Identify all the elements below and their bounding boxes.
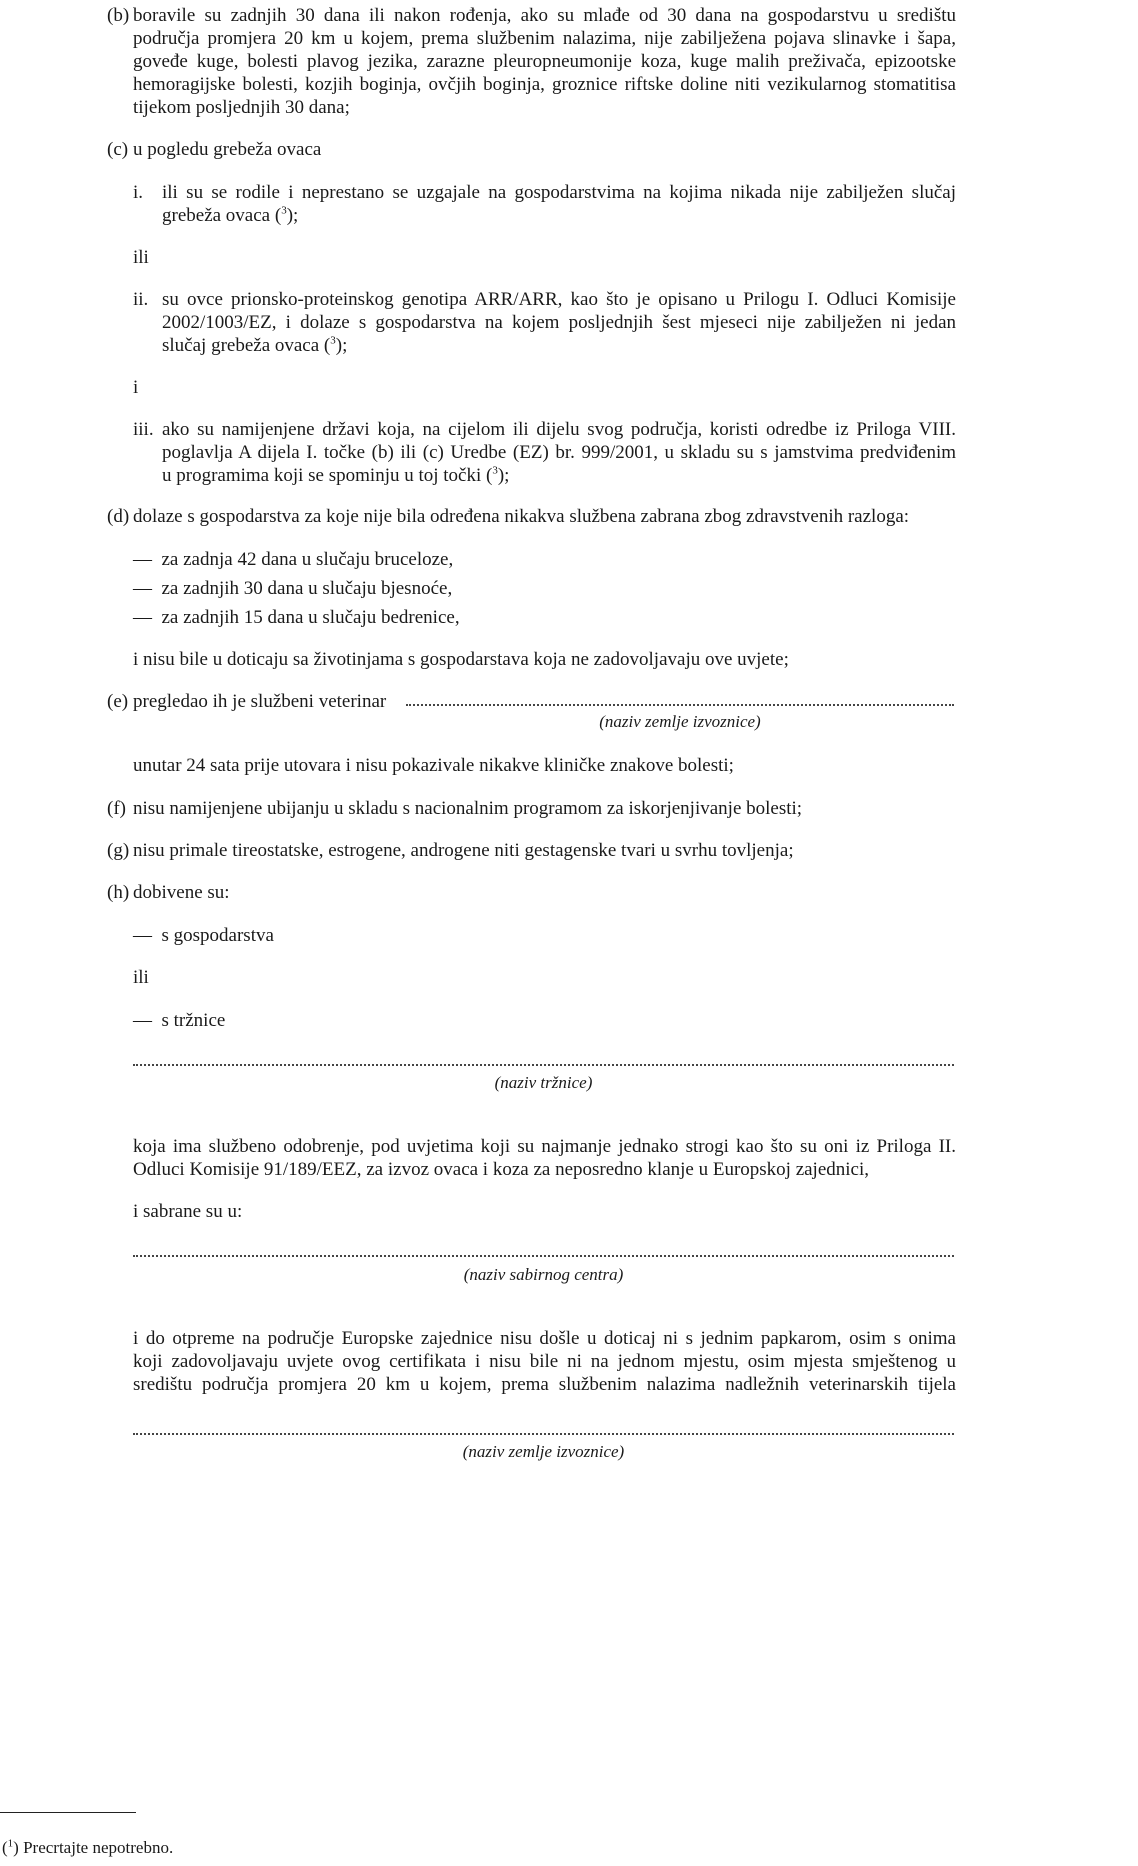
item-f-text: nisu namijenjene ubijanju u skladu s nacionalnim programom za iskorjenjivanje bolesti; bbox=[133, 798, 803, 819]
item-c-ii-line-last: slučaj grebeža ovaca ($^3$); bbox=[162, 334, 348, 356]
fill-in-caption: (naziv zemlje izvoznice) bbox=[462, 1442, 625, 1461]
item-b-line: područja promjera 20 km u kojem, prema službenim nalazima, nije zabilježena pojava slinavke i šapa, bbox=[133, 28, 956, 49]
item-h-text: dobivene su: bbox=[133, 882, 230, 903]
footnote-ref: 3 bbox=[281, 204, 287, 217]
item-c-iii-line: poglavlja A dijela I. točke (b) ili (c) Uredbe (EZ) br. 999/2001, u skladu su s jamstvima predviđenim bbox=[162, 442, 956, 463]
item-b-line: hemoragijske bolesti, kozjih boginja, ovčjih boginja, groznice riftske doline niti vezikularnog stomatitisa bbox=[133, 74, 956, 95]
dash-list-item: — za zadnjih 15 dana u slučaju bedrenice, bbox=[133, 607, 460, 628]
item-e-text: pregledao ih je službeni veterinar bbox=[133, 691, 387, 712]
fill-in-line bbox=[133, 1064, 954, 1066]
item-h-para-line: koja ima službeno odobrenje, pod uvjetima koji su najmanje jednako strogi kao što su oni iz Priloga II. bbox=[133, 1136, 956, 1157]
footnote: ($^1$) Precrtajte nepotrebno. bbox=[2, 1837, 174, 1857]
item-c-i-line-last: grebeža ovaca ($^3$); bbox=[162, 204, 299, 226]
item-c-iii-line: ako su namijenjene državi koja, na cijelom ili dijelu svog područja, koristi odredbe iz Priloga VIII. bbox=[162, 419, 956, 440]
item-e-label: (e) bbox=[107, 691, 129, 712]
item-h-para-line: koji zadovoljavaju uvjete ovog certifikata i nisu bile ni na jednom mjestu, osim mjesta smještenog u bbox=[133, 1351, 956, 1372]
item-f-label: (f) bbox=[107, 798, 126, 819]
item-b-label: (b) bbox=[107, 5, 130, 26]
item-h-para2: i sabrane su u: bbox=[133, 1201, 243, 1222]
item-d-after: i nisu bile u doticaju sa životinjama s gospodarstava koja ne zadovoljavaju ove uvjete; bbox=[133, 649, 789, 670]
and-connector: i bbox=[133, 377, 139, 398]
item-d-label: (d) bbox=[107, 506, 130, 527]
item-h-para-line: i do otpreme na područje Europske zajednice nisu došle u doticaj ni s jednim papkarom, osim s onima bbox=[133, 1328, 956, 1349]
item-d-text: dolaze s gospodarstva za koje nije bila određena nikakva službena zabrana zbog zdravstvenih razloga: bbox=[133, 506, 910, 527]
item-b-line: goveđe kuge, bolesti plavog jezika, zarazne pleuropneumonije koza, kuge malih preživača, epizootske bbox=[133, 51, 956, 72]
footnote-mark: 1 bbox=[7, 1837, 14, 1850]
item-b-line: tijekom posljednjih 30 dana; bbox=[133, 97, 350, 118]
dash-list-item: — s tržnice bbox=[133, 1010, 226, 1031]
item-c-ii-label: ii. bbox=[133, 289, 149, 310]
fill-in-caption: (naziv zemlje izvoznice) bbox=[599, 712, 761, 731]
item-h-para-line: središtu područja promjera 20 km u kojem, prema službenim nalazima nadležnih veterinarskih tijela bbox=[133, 1374, 956, 1395]
item-c-iii-label: iii. bbox=[133, 419, 154, 440]
item-c-i-line: ili su se rodile i neprestano se uzgajale na gospodarstvima na kojima nikada nije zabilježen slučaj bbox=[162, 182, 956, 203]
footnote-rule bbox=[0, 1812, 136, 1813]
item-b-line: boravile su zadnjih 30 dana ili nakon rođenja, ako su mlađe od 30 dana na gospodarstvu u središtu bbox=[133, 5, 956, 26]
fill-in-line bbox=[406, 704, 954, 706]
dash-list-item: — za zadnjih 30 dana u slučaju bjesnoće, bbox=[133, 578, 453, 599]
item-g-label: (g) bbox=[107, 840, 130, 861]
item-h-label: (h) bbox=[107, 882, 130, 903]
fill-in-caption: (naziv tržnice) bbox=[494, 1073, 593, 1092]
fill-in-line bbox=[133, 1255, 954, 1257]
dash-list-item: — za zadnja 42 dana u slučaju bruceloze, bbox=[133, 549, 454, 570]
item-h-para-line: Odluci Komisije 91/189/EEZ, za izvoz ovaca i koza za neposredno klanje u Europskoj zajednici, bbox=[133, 1159, 870, 1180]
fill-in-caption: (naziv sabirnog centra) bbox=[463, 1265, 624, 1284]
footnote-ref: 3 bbox=[492, 464, 498, 477]
or-connector: ili bbox=[133, 967, 149, 988]
item-c-ii-line: su ovce prionsko-proteinskog genotipa ARR/ARR, kao što je opisano u Prilogu I. Odluci Komisije bbox=[162, 289, 956, 310]
item-c-ii-line: 2002/1003/EZ, i dolaze s gospodarstva na kojem posljednjih šest mjeseci nije zabilježen ni jedan bbox=[162, 312, 956, 333]
fill-in-line bbox=[133, 1433, 954, 1435]
item-c-iii-line-last: u programima koji se spominju u toj točki ($^3$); bbox=[162, 464, 510, 486]
item-c-i-label: i. bbox=[133, 182, 144, 203]
footnote-ref: 3 bbox=[330, 334, 336, 347]
item-c-label: (c) bbox=[107, 139, 129, 160]
item-e-after: unutar 24 sata prije utovara i nisu pokazivale nikakve kliničke znakove bolesti; bbox=[133, 755, 734, 776]
or-connector: ili bbox=[133, 247, 149, 268]
item-c-text: u pogledu grebeža ovaca bbox=[133, 139, 322, 160]
dash-list-item: — s gospodarstva bbox=[133, 925, 274, 946]
item-g-text: nisu primale tireostatske, estrogene, androgene niti gestagenske tvari u svrhu tovljenja; bbox=[133, 840, 794, 861]
